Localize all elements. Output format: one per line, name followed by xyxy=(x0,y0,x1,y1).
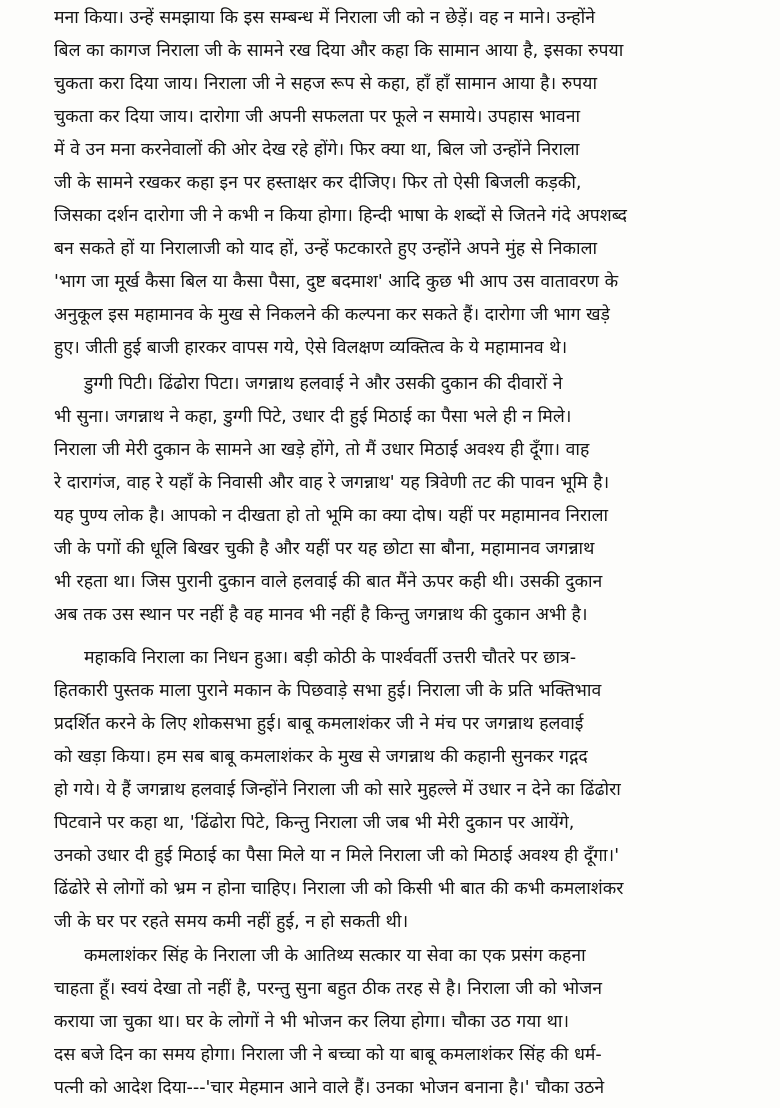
text-line: अनुकूल इस महामानव के मुख से निकलने की कल्पना कर सकते हैं। दारोगा जी भाग खड़े xyxy=(54,305,610,325)
text-line: मना किया। उन्हें समझाया कि इस सम्बन्ध में निराला जी को न छेड़ें। वह न माने। उन्होंने xyxy=(54,8,595,28)
text-line: जिसका दर्शन दारोगा जी ने कभी न किया होगा। हिन्दी भाषा के शब्दों से जितने गंदे अपशब्द xyxy=(54,206,627,226)
text-line: प्रदर्शित करने के लिए शोकसभा हुई। बाबू कमलाशंकर जी ने मंच पर जगन्नाथ हलवाई xyxy=(54,714,584,734)
text-line: 'भाग जा मूर्ख कैसा बिल या कैसा पैसा, दुष्ट बदमाश' आदि कुछ भी आप उस वातावरण के xyxy=(54,272,619,292)
text-line: चुकता कर दिया जाय। दारोगा जी अपनी सफलता पर फूले न समाये। उपहास भावना xyxy=(54,107,581,127)
text-line: जी के पगों की धूलि बिखर चुकी है और यहीं पर यह छोटा सा बौना, महामानव जगन्नाथ xyxy=(54,539,595,559)
text-line: भी रहता था। जिस पुरानी दुकान वाले हलवाई की बात मैंने ऊपर कही थी। उसकी दुकान xyxy=(54,572,603,592)
paragraph-1 xyxy=(54,2,734,365)
text-line: डुग्गी पिटी। ढिंढोरा पिटा। जगन्नाथ हलवाई ने और उसकी दुकान की दीवारों ने xyxy=(84,374,563,394)
paragraph-3 xyxy=(54,642,734,939)
text-line: पिटवाने पर कहा था, 'ढिंढोरा पिटे, किन्तु निराला जी जब भी मेरी दुकान पर आयेंगे, xyxy=(54,813,575,833)
text-line: यह पुण्य लोक है। आपको न दीखता हो तो भूमि का क्या दोष। यहीं पर महामानव निराला xyxy=(54,506,609,526)
text-line: हुए। जीती हुई बाजी हारकर वापस गये, ऐसे विलक्षण व्यक्तित्व के ये महामानव थे। xyxy=(54,338,568,358)
text-line: महाकवि निराला का निधन हुआ। बड़ी कोठी के पार्श्ववर्ती उत्तरी चौतरे पर छात्र- xyxy=(84,648,577,668)
text-line: में वे उन मना करनेवालों की ओर देख रहे होंगे। फिर क्या था, बिल जो उन्होंने निराला xyxy=(54,140,580,160)
text-line: निराला जी मेरी दुकान के सामने आ खड़े होंगे, तो मैं उधार मिठाई अवश्य ही दूँगा। वाह xyxy=(54,440,590,460)
text-line: हितकारी पुस्तक माला पुराने मकान के पिछवाड़े सभा हुई। निराला जी के प्रति भक्तिभाव xyxy=(54,681,602,701)
text-line: अब तक उस स्थान पर नहीं है वह मानव भी नहीं है किन्तु जगन्नाथ की दुकान अभी है। xyxy=(54,605,588,625)
text-line: रे दारागंज, वाह रे यहाँ के निवासी और वाह रे जगन्नाथ' यह त्रिवेणी तट की पावन भूमि है। xyxy=(54,473,610,493)
text-line: भी सुना। जगन्नाथ ने कहा, डुग्गी पिटे, उधार दी हुई मिठाई का पैसा भले ही न मिले। xyxy=(54,407,572,427)
text-line: ढिंढोरे से लोगों को भ्रम न होना चाहिए। निराला जी को किसी भी बात की कभी कमलाशंकर xyxy=(54,879,624,899)
text-line: कराया जा चुका था। घर के लोगों ने भी भोजन कर लिया होगा। चौका उठ गया था। xyxy=(54,1012,570,1032)
text-line: जी के सामने रखकर कहा इन पर हस्ताक्षर कर दीजिए। फिर तो ऐसी बिजली कड़की, xyxy=(54,173,582,193)
text-line: चाहता हूँ। स्वयं देखा तो नहीं है, परन्तु सुना बहुत ठीक तरह से है। निराला जी को भोजन xyxy=(54,979,603,999)
text-line: कमलाशंकर सिंह के निराला जी के आतिथ्य सत्कार या सेवा का एक प्रसंग कहना xyxy=(84,946,586,966)
text-line: हो गये। ये हैं जगन्नाथ हलवाई जिन्होंने निराला जी को सारे मुहल्ले में उधार न देने का ढिंढोरा xyxy=(54,780,621,800)
text-line: बिल का कागज निराला जी के सामने रख दिया और कहा कि सामान आया है, इसका रुपया xyxy=(54,41,624,61)
text-line: पत्नी को आदेश दिया---'चार मेहमान आने वाले हैं। उनका भोजन बनाना है।' चौका उठने xyxy=(54,1078,605,1098)
text-line: जी के घर पर रहते समय कमी नहीं हुई, न हो सकती थी। xyxy=(54,912,409,932)
text-line: बन सकते हों या निरालाजी को याद हों, उन्हें फटकारते हुए उन्होंने अपने मुंह से निकाला xyxy=(54,239,598,259)
paragraph-4 xyxy=(54,940,734,1105)
text-line: चुकता करा दिया जाय। निराला जी ने सहज रूप से कहा, हाँ हाँ सामान आया है। रुपया xyxy=(54,74,598,94)
text-line: उनको उधार दी हुई मिठाई का पैसा मिले या न मिले निराला जी को मिठाई अवश्य ही दूँगा।' xyxy=(54,846,620,866)
paragraph-2 xyxy=(54,368,734,632)
text-line: को खड़ा किया। हम सब बाबू कमलाशंकर के मुख से जगन्नाथ की कहानी सुनकर गद्गद xyxy=(54,747,588,767)
text-line: दस बजे दिन का समय होगा। निराला जी ने बच्चा को या बाबू कमलाशंकर सिंह की धर्म- xyxy=(54,1045,602,1065)
